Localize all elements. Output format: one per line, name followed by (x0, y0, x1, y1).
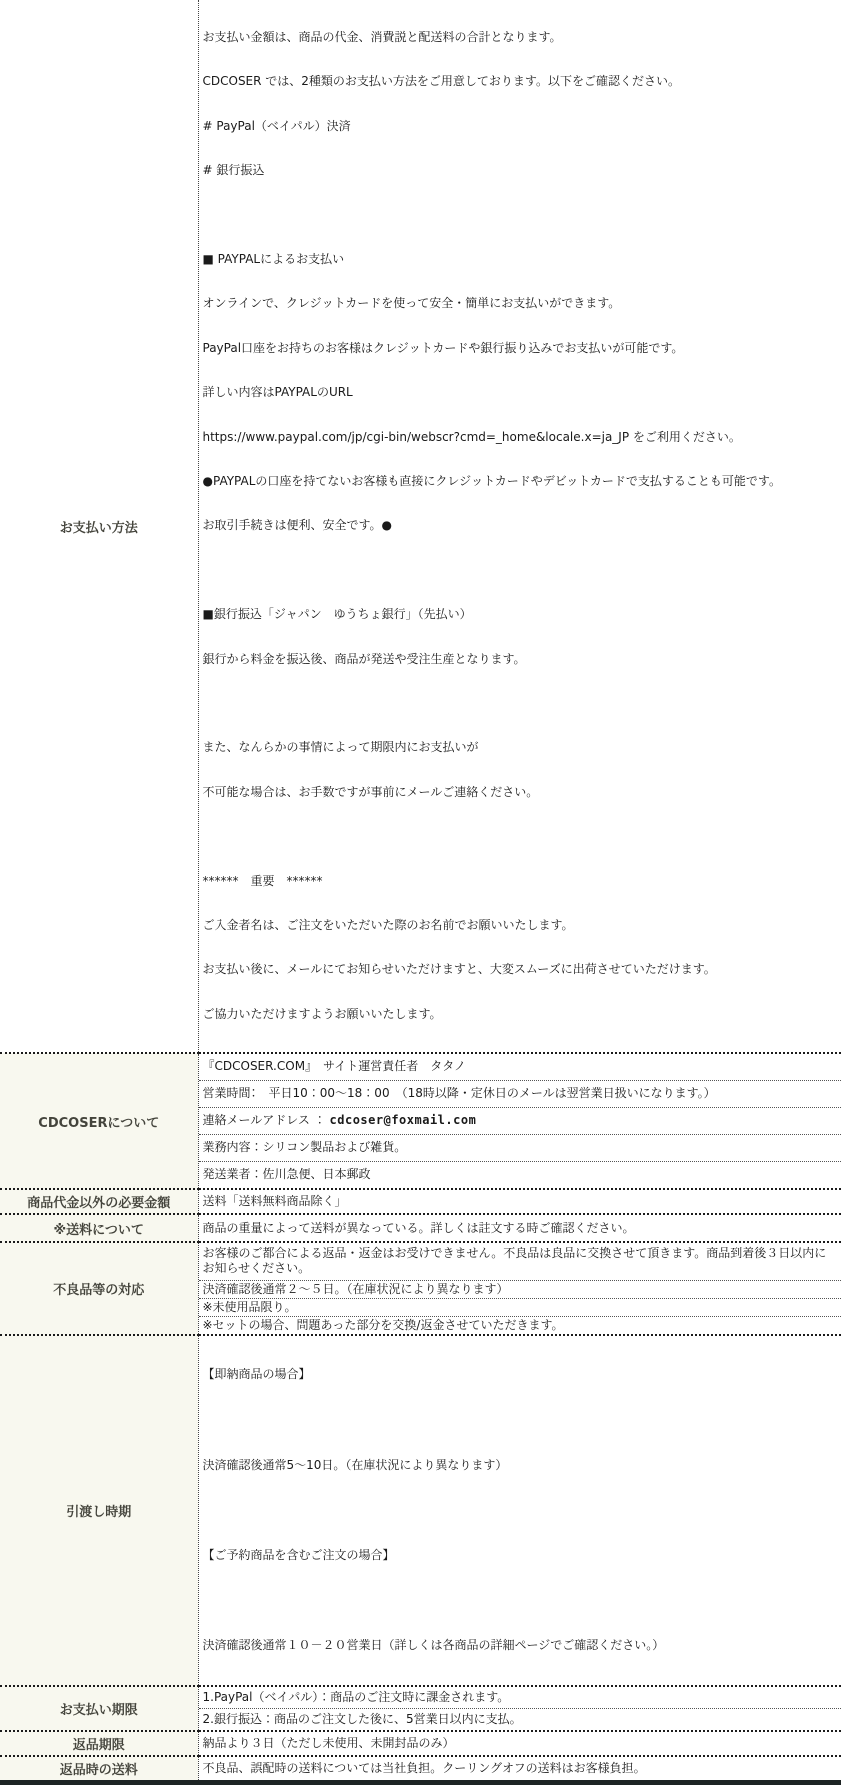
payment-text-line (203, 695, 839, 711)
payment-text-line: 詳しい内容はPAYPALのURL (203, 384, 839, 400)
table-row-shipping-fee (0, 1214, 841, 1242)
payment-text-line: お支払い金額は、商品の代金、消費説と配送料の合計となります。 (203, 29, 839, 45)
table-row-defective-items (0, 1242, 841, 1335)
delivery-text-line: 決済確認後通常１０－２０営業日（詳しくは各商品の詳細ページでご確認ください。） (203, 1637, 839, 1654)
payment-text-line: PayPal口座をお持ちのお客様はクレジットカードや銀行振り込みでお支払いが可能です。 (203, 340, 839, 356)
unused-only-note: ※未使用品限り。 (199, 1299, 841, 1317)
table-row-extra-fees (0, 1189, 841, 1214)
exchange-timeline-text: 決済確認後通常２～５日。（在庫状況により異なります） (199, 1281, 841, 1299)
business-description-text: 業務内容：シリコン製品および雑貨。 (199, 1135, 841, 1162)
row-label-about-shop: CDCOSERについて (0, 1053, 198, 1189)
table-row-return-deadline (0, 1731, 841, 1756)
payment-text-line: ■銀行振込「ジャパン ゆうちょ銀行」（先払い） (203, 606, 839, 622)
row-label-delivery-time: 引渡し時期 (0, 1335, 198, 1685)
shipping-fee-text: 商品の重量によって送料が異なっている。詳しくは註文する時ご確認ください。 (199, 1218, 841, 1239)
table-row-delivery-time (0, 1335, 841, 1685)
payment-text-line: ●PAYPALの口座を持てないお客様も直接にクレジットカードやデビットカードで支払することも可能です。 (203, 473, 839, 489)
set-exchange-note: ※セットの場合、問題あった部分を交換/返金させていただきます。 (199, 1317, 841, 1334)
important-note-heading: ****** 重要 ****** (203, 873, 839, 889)
delivery-text-line: 【ご予約商品を含むご注文の場合】 (203, 1547, 839, 1564)
row-label-defective-items: 不良品等の対応 (0, 1242, 198, 1335)
delivery-text-line: 【即納商品の場合】 (203, 1366, 839, 1383)
payment-method-content (198, 0, 841, 1053)
delivery-text-line (203, 1592, 839, 1609)
payment-text-line: ■ PAYPALによるお支払い (203, 251, 839, 267)
shipping-carriers-text: 発送業者：佐川急便、日本郵政 (199, 1162, 841, 1188)
contact-email-label: 連絡メールアドレス ： (203, 1113, 330, 1127)
table-row-about-shop (0, 1053, 841, 1189)
contact-email-row (199, 1108, 841, 1135)
row-label-return-shipping: 返品時の送料 (0, 1756, 198, 1780)
about-shop-content (198, 1053, 841, 1189)
return-shipping-content (198, 1756, 841, 1780)
return-deadline-text: 納品より３日（ただし未使用、未開封品のみ） (199, 1733, 841, 1754)
payment-text-line: ご入金者名は、ご注文をいただいた際のお名前でお願いいたします。 (203, 917, 839, 933)
delivery-time-content (198, 1335, 841, 1685)
payment-text-line: CDCOSER では、2種類のお支払い方法をご用意しております。以下をご確認ください。 (203, 73, 839, 89)
payment-text-line: お支払い後に、メールにてお知らせいただけますと、大変スムーズに出荷させていただけます。 (203, 961, 839, 977)
contact-email: cdcoser@foxmail.com (330, 1113, 477, 1127)
delivery-text-line (203, 1502, 839, 1519)
paypal-url-text: https://www.paypal.com/jp/cgi-bin/webscr?cmd=_home&locale.x=ja_JP をご利用ください。 (203, 429, 839, 445)
payment-text-line: お取引手続きは便利、安全です。● (203, 517, 839, 533)
defective-items-content (198, 1242, 841, 1335)
payment-text-line: また、なんらかの事情によって期限内にお支払いが (203, 739, 839, 755)
return-deadline-content (198, 1731, 841, 1756)
payment-text-line (203, 207, 839, 223)
payment-text-line: オンラインで、クレジットカードを使って安全・簡単にお支払いができます。 (203, 295, 839, 311)
row-label-shipping-fee: ※送料について (0, 1214, 198, 1242)
payment-deadline-content (198, 1686, 841, 1731)
table-row-return-shipping (0, 1756, 841, 1780)
site-manager-text: 『CDCOSER.COM』 サイト運営責任者 タタノ (199, 1054, 841, 1081)
extra-fees-text: 送料「送料無料商品除く」 (199, 1191, 841, 1212)
row-label-extra-fees: 商品代金以外の必要金額 (0, 1189, 198, 1214)
payment-text-line: # PayPal（ベイパル）決済 (203, 118, 839, 134)
delivery-text-line: 決済確認後通常5～10日。（在庫状況により異なります） (203, 1457, 839, 1474)
shipping-fee-content (198, 1214, 841, 1242)
bottom-divider-bar (0, 1780, 841, 1785)
table-row-payment-deadline (0, 1686, 841, 1731)
payment-text-line (203, 828, 839, 844)
payment-text-line: ご協力いただけますようお願いいたします。 (203, 1006, 839, 1022)
extra-fees-content (198, 1189, 841, 1214)
business-hours-text: 営業時間： 平日10：00～18：00 （18時以降・定休日のメールは翌営業日扱いになります。） (199, 1081, 841, 1108)
payment-text-line (203, 562, 839, 578)
delivery-text-line (203, 1411, 839, 1428)
row-label-payment-method: お支払い方法 (0, 0, 198, 1053)
return-policy-text: お客様のご都合による返品・返金はお受けできません。不良品は良品に交換させて頂きます。商品到着後３日以内にお知らせください。 (199, 1243, 841, 1281)
row-label-return-deadline: 返品期限 (0, 1731, 198, 1756)
payment-text-line: # 銀行振込 (203, 162, 839, 178)
row-label-payment-deadline: お支払い期限 (0, 1686, 198, 1731)
payment-text-line: 銀行から料金を振込後、商品が発送や受注生産となります。 (203, 651, 839, 667)
return-shipping-text: 不良品、誤配時の送料については当社負担。クーリングオフの送料はお客様負担。 (199, 1760, 841, 1777)
paypal-deadline-text: 1.PayPal（ベイパル）：商品のご注文時に課金されます。 (199, 1687, 841, 1709)
bank-deadline-text: 2.銀行振込：商品のご注文した後に、5営業日以内に支払。 (199, 1709, 841, 1730)
payment-text-line: 不可能な場合は、お手数ですが事前にメールご連絡ください。 (203, 784, 839, 800)
